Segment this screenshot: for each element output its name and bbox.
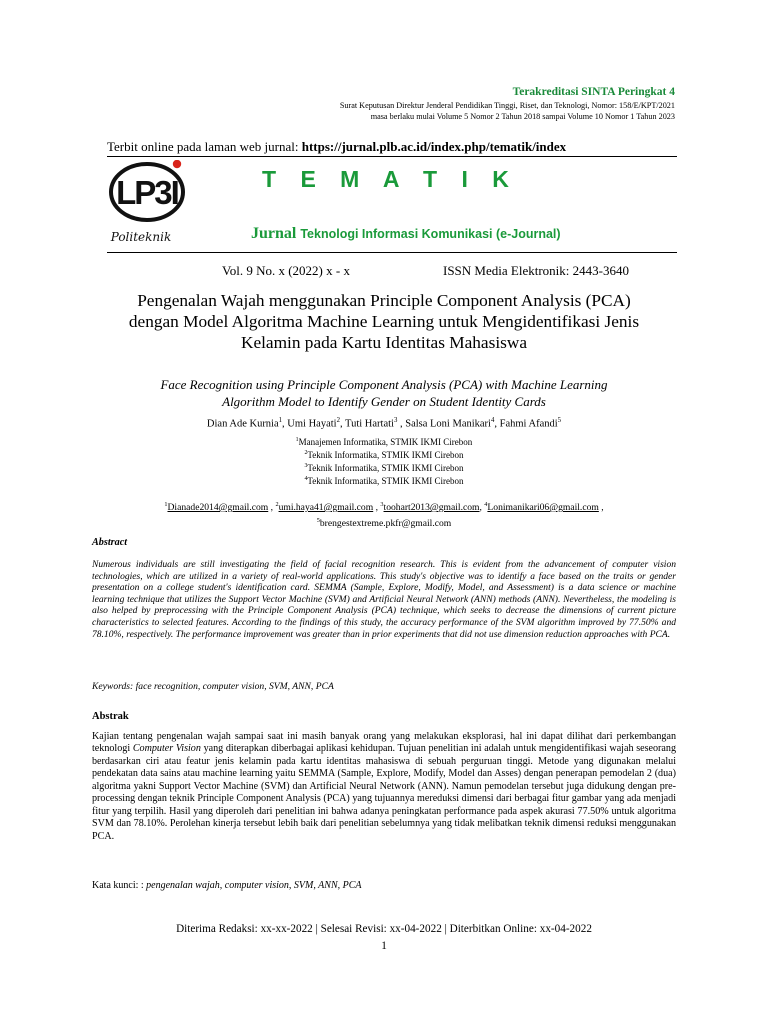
author-name: Tuti Hartati	[345, 418, 394, 430]
email-sep: ,	[373, 502, 381, 514]
affiliation-sup: 1	[295, 437, 299, 443]
email-sep: ,	[268, 502, 276, 514]
logo-script: Politeknik	[110, 230, 172, 244]
author-name: Umi Hayati	[287, 418, 337, 430]
abstrak-italic: Computer Vision	[132, 743, 201, 755]
author-sep: ,	[397, 418, 406, 430]
lp3i-logo	[109, 160, 193, 244]
title-line: Pengenalan Wajah menggunakan Principle Component Analysis (PCA)	[137, 291, 631, 310]
email-sup: 3	[380, 501, 384, 508]
paper-subtitle	[90, 376, 678, 410]
email-sep: ,	[479, 502, 485, 514]
author-sup: 4	[490, 417, 495, 424]
author-list	[70, 417, 698, 430]
keywords-id-text: pengenalan wajah, computer vision, SVM, ANN, PCA	[146, 880, 362, 891]
jurnal-word: Jurnal	[251, 225, 297, 242]
affiliation-text: Teknik Informatika, STMIK IKMI Cirebon	[307, 450, 464, 460]
author-sep: ,	[494, 418, 500, 430]
journal-subtitle-text: Teknologi Informasi Komunikasi (e-Journal)	[300, 227, 561, 241]
affiliation	[70, 476, 698, 486]
email-link[interactable]: brengestextreme.pkfr@gmail.com	[319, 518, 452, 530]
author-name: Dian Ade Kurnia	[206, 418, 279, 430]
abstract-en-body: Numerous individuals are still investigating the field of facial recognition research. This is evident from the advancement of computer vision technologies, which are utilized in a variety of real-world applications. This study's objective was to identify a face based on the traits or gender presentation on a college student's identification card. SEMMA (Sample, Explore, Modify, Model, and Assessment) is a data science or machine learning technique that utilizes the Support Vector Machine (SVM) and Artificial Neural Network (ANN) methods (ANN). Nevertheless, the modeling is also helped by preprocessing with the Principle Component Analysis (PCA) technique, which seeks to decrease the dimensions of current picture characteristics to selected features. According to the findings of this study, the accuracy performance of the SVM algorithm improved by 77.50% and 78.10%, respectively. The performance improvement was greater than in prior experiments that did not use dimension reduction approaches with PCA.	[92, 559, 676, 640]
affiliation-text: Teknik Informatika, STMIK IKMI Cirebon	[307, 463, 464, 473]
abstrak-heading: Abstrak	[92, 711, 129, 722]
online-prefix: Terbit online pada laman web jurnal:	[107, 139, 302, 154]
title-line: Kelamin pada Kartu Identitas Mahasiswa	[240, 333, 527, 352]
email-sup: 1	[164, 501, 168, 508]
email-sup: 2	[275, 501, 279, 508]
affiliation	[70, 463, 698, 473]
journal-rule	[107, 252, 677, 253]
decree-text: Surat Keputusan Direktur Jenderal Pendidikan Tinggi, Riset, dan Teknologi, Nomor: 158/E/KPT/2021	[339, 101, 675, 110]
subtitle-line: Face Recognition using Principle Component Analysis (PCA) with Machine Learning	[160, 377, 608, 392]
affiliation-sup: 4	[304, 476, 308, 482]
author-name: Salsa Loni Manikari	[405, 418, 491, 430]
paper-title	[70, 290, 698, 353]
page-number: 1	[381, 940, 387, 952]
affiliation-text: Manajemen Informatika, STMIK IKMI Cirebon	[298, 437, 473, 447]
abstrak-part: yang diterapkan diberbagai aplikasi kehidupan. Tujuan penelitian ini adalah untuk mengidentifikasi wajah seseorang berdasarkan ciri atau featur jenis kelamin pada kartu identitas mahasiswa di sebuah perguruan tinggi. Metode yang digunakan melalui pendekatan data sains atau machine learning yaitu SEMMA (Sample, Explore, Modify, Model dan Asses) dengan penerapan pemodelan 2 (dua) algoritma yakni Support Vector Machine (SVM) dan Artificial Neural Network (ANN). Namun pemodelan tersebut juga didukung dengan pre-processing dengan teknik Principle Component Analysis (PCA) yang tujuannya mereduksi dimensi dari berbagai fitur gambar yang ada menjadi fitur yang terpilih. Hasil yang diperoleh dari penelitian ini bahwa adanya peningkatan performance pada aspek akurasi 77.50% untuk algoritma SVM dan 78.10%. Perolehan kinerja tersebut lebih baik dari penelitian sebelumnya yang tidak melibatkan teknik dimensi reduksi menggunakan PCA.	[92, 743, 676, 842]
email-link[interactable]: Lonimanikari06@gmail.com	[487, 502, 599, 514]
affiliation	[70, 450, 698, 460]
affiliation-sup: 3	[304, 463, 308, 469]
keywords-id-label: Kata kunci: :	[92, 880, 147, 891]
journal-name: T E M A T I K	[262, 166, 518, 192]
abstrak-part: Kajian tentang pengenalan wajah sampai saat ini masih banyak orang yang melakukan eksplorasi, hal ini dapat dilihat dari perkembangan teknologi	[92, 731, 676, 755]
author-sep: ,	[282, 418, 288, 430]
publication-dates: Diterima Redaksi: xx-xx-2022 | Selesai Revisi: xx-04-2022 | Diterbitkan Online: xx-04-2022	[176, 923, 592, 935]
author-sup: 2	[336, 417, 340, 424]
author-sup: 1	[278, 417, 283, 424]
abstrak-body	[92, 731, 676, 843]
volume-info: Vol. 9 No. x (2022) x - x	[222, 263, 350, 278]
email-sep: ,	[598, 502, 604, 514]
affiliation-text: Teknik Informatika, STMIK IKMI Cirebon	[307, 476, 464, 486]
subtitle-line: Algorithm Model to Identify Gender on Student Identity Cards	[222, 394, 546, 409]
accreditation-label: Terakreditasi SINTA Peringkat 4	[512, 86, 675, 98]
online-line	[107, 139, 677, 155]
issn-info: ISSN Media Elektronik: 2443-3640	[443, 263, 629, 278]
affiliation	[70, 437, 698, 447]
journal-url-link[interactable]: https://jurnal.plb.ac.id/index.php/tematik/index	[301, 139, 567, 154]
header-rule	[107, 156, 677, 157]
email-link[interactable]: toohart2013@gmail.com	[383, 502, 480, 514]
author-sup: 5	[557, 417, 562, 424]
validity-text: masa berlaku mulai Volume 5 Nomor 2 Tahun 2018 sampai Volume 10 Nomor 1 Tahun 2023	[370, 112, 675, 121]
keywords-id	[92, 880, 362, 891]
author-sup: 3	[393, 417, 398, 424]
email-sup: 5	[316, 517, 320, 525]
logo-mark: LP3I	[116, 174, 178, 211]
abstract-heading: Abstract	[92, 537, 128, 548]
email-list	[95, 498, 673, 530]
title-line: dengan Model Algoritma Machine Learning untuk Mengidentifikasi Jenis	[128, 312, 640, 331]
author-name: Fahmi Afandi	[499, 418, 558, 430]
email-link[interactable]: Dianade2014@gmail.com	[167, 502, 269, 514]
affiliation-sup: 2	[304, 450, 308, 456]
email-sup: 4	[484, 501, 488, 508]
journal-subtitle	[251, 225, 561, 243]
author-sep: ,	[339, 418, 346, 430]
keywords-en: Keywords: face recognition, computer vision, SVM, ANN, PCA	[92, 681, 334, 692]
email-link[interactable]: umi.haya41@gmail.com	[278, 502, 374, 514]
